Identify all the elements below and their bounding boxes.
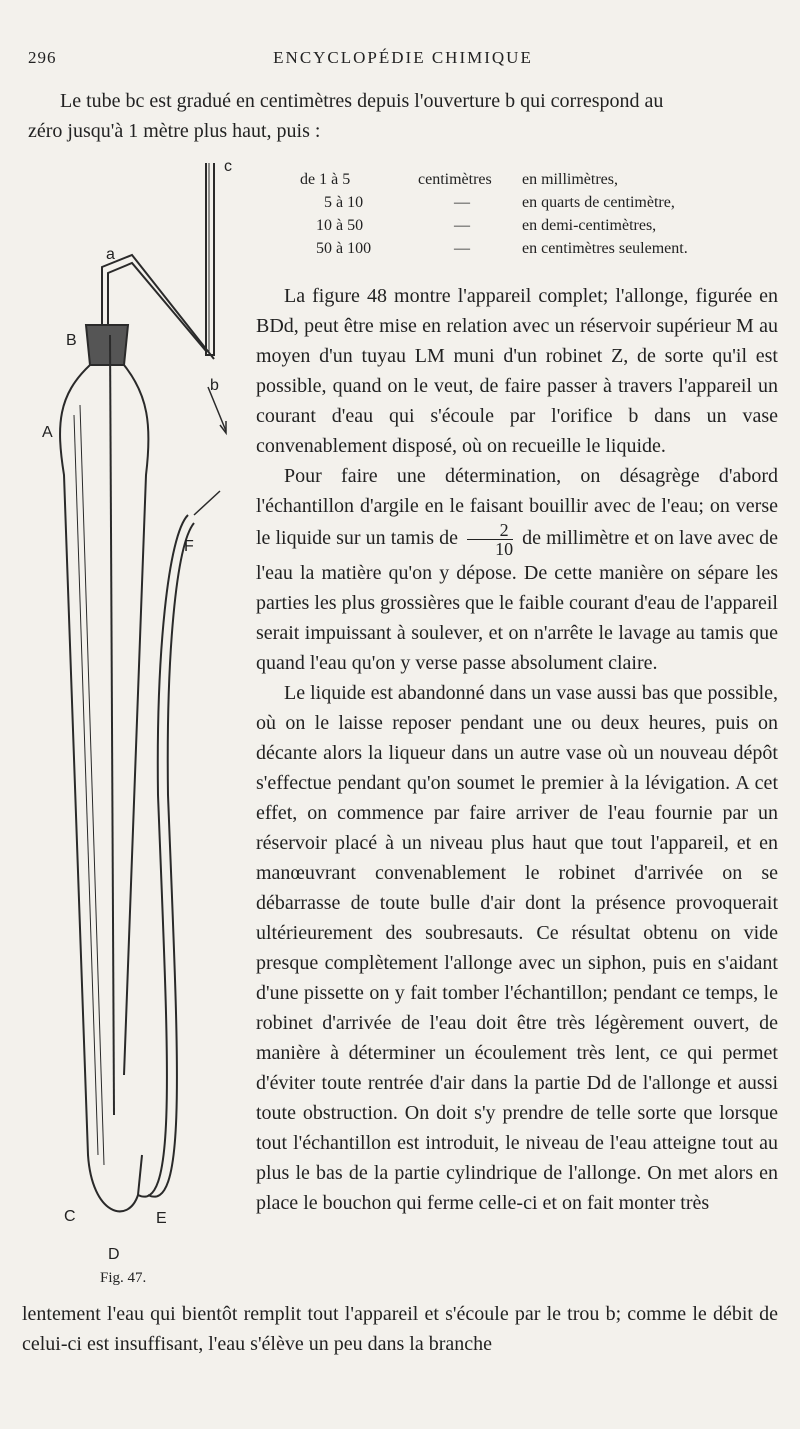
figure-caption: Fig. 47. bbox=[100, 1270, 147, 1286]
paragraph-2 bbox=[256, 461, 778, 678]
graduation-range: 50 à 100 bbox=[316, 240, 372, 257]
label-F: F bbox=[184, 538, 194, 555]
graduation-row bbox=[300, 237, 740, 260]
running-header bbox=[28, 44, 778, 74]
figure-47 bbox=[28, 155, 258, 1295]
fraction bbox=[467, 521, 513, 558]
graduation-range: 5 à 10 bbox=[324, 194, 364, 211]
label-c: c bbox=[224, 158, 232, 175]
label-D: D bbox=[108, 1246, 120, 1263]
stopper bbox=[86, 325, 128, 365]
graduation-row bbox=[300, 214, 740, 237]
intro-paragraph bbox=[28, 86, 776, 146]
running-title: ENCYCLOPÉDIE CHIMIQUE bbox=[273, 48, 533, 67]
apparatus-drawing bbox=[28, 155, 258, 1295]
label-B: B bbox=[66, 332, 77, 349]
label-C: C bbox=[64, 1208, 76, 1225]
graduation-row bbox=[300, 191, 740, 214]
label-A: A bbox=[42, 424, 53, 441]
graduation-unit: en centimètres seulement. bbox=[522, 240, 688, 257]
graduation-range: 10 à 50 bbox=[316, 217, 364, 234]
graduation-dash: — bbox=[454, 194, 470, 211]
graduation-range: de 1 à 5 bbox=[300, 171, 351, 188]
body-text bbox=[256, 281, 778, 1218]
paragraph-3: Le liquide est abandonné dans un vase aussi bas que possible, où on le laisse reposer pendant une ou deux heures, puis on décante alors la liqueur dans un autre vase où un nouveau dépôt s'effectue pendant qu'on soumet le premier à la lévigation. A cet effet, on commence par faire arriver de l'eau fournie par un réservoir placé à un niveau plus haut que tout l'appareil, et en manœuvrant convenablement le robinet d'arrivée on se débarrasse de toute bulle d'air dont la présence provoquerait ultérieurement des soubresauts. Ce résultat obtenu on vide presque complètement l'allonge avec un siphon, puis en s'aidant d'une pissette on y fait tomber l'échantillon; pendant ce temps, le robinet d'arrivée de l'eau doit être très légèrement ouvert, de manière à déterminer un écoulement très lent, ce qui permet d'éviter toute rentrée d'air dans la partie Dd de l'allonge et aussi toute obstruction. On doit s'y prendre de telle sorte que lorsque tout l'échantillon est introduit, le niveau de l'eau atteigne tout au plus le bas de la partie cylindrique de l'allonge. On met alors en place le bouchon qui ferme celle-ci et on fait monter très bbox=[256, 682, 778, 1214]
graduation-unit: en millimètres, bbox=[522, 171, 618, 188]
label-E: E bbox=[156, 1210, 167, 1227]
intro-line-1: Le tube bc est gradué en centimètres depuis l'ouverture b qui correspond au bbox=[60, 90, 664, 112]
label-a: a bbox=[106, 246, 115, 263]
paragraph-2-part-1: Pour faire une détermination, on désagrège d'abord l'échantillon d'argile en le faisant bouillir avec de l'eau; on verse le liquide sur un tamis de bbox=[256, 465, 778, 550]
graduation-unit: en quarts de centimètre, bbox=[522, 194, 675, 211]
side-tube bbox=[138, 515, 188, 1197]
paragraph-2-part-2: de millimètre et on lave avec de l'eau la matière qu'on y dépose. De cette manière on sépare les parties les plus grossières que le faible courant d'eau de l'appareil serait impuissant à soulever, et on n'arrête le lavage au tamis que quand l'eau qu'on y verse passe absolument claire. bbox=[256, 527, 778, 674]
graduation-dash: centimètres bbox=[418, 171, 492, 188]
graduation-row bbox=[300, 168, 740, 191]
graduation-table bbox=[300, 168, 740, 260]
fraction-numerator: 2 bbox=[467, 521, 513, 540]
tail-text bbox=[22, 1299, 778, 1359]
graduation-dash: — bbox=[454, 217, 470, 234]
fraction-denominator: 10 bbox=[495, 539, 514, 559]
arrow-f bbox=[194, 491, 220, 515]
paragraph-1: La figure 48 montre l'appareil complet; l'allonge, figurée en BDd, peut être mise en relation avec un réservoir supérieur M au moyen d'un tuyau LM muni d'un robinet Z, de sorte qu'il est possible, quand on le veut, de faire passer à travers l'appareil un courant d'eau qui s'écoule par l'orifice b dans un vase convenablement disposé, où on recueille le liquide. bbox=[256, 285, 778, 457]
page-number: 296 bbox=[28, 48, 57, 67]
graduation-dash: — bbox=[454, 240, 470, 257]
label-b: b bbox=[210, 377, 219, 394]
tail-paragraph: lentement l'eau qui bientôt remplit tout l'appareil et s'écoule par le trou b; comme le débit de celui-ci est insuffisant, l'eau s'élève un peu dans la branche bbox=[22, 1303, 778, 1355]
intro-line-2: zéro jusqu'à 1 mètre plus haut, puis : bbox=[28, 120, 321, 142]
graduation-unit: en demi-centimètres, bbox=[522, 217, 657, 234]
graduated-tube bbox=[206, 163, 214, 355]
